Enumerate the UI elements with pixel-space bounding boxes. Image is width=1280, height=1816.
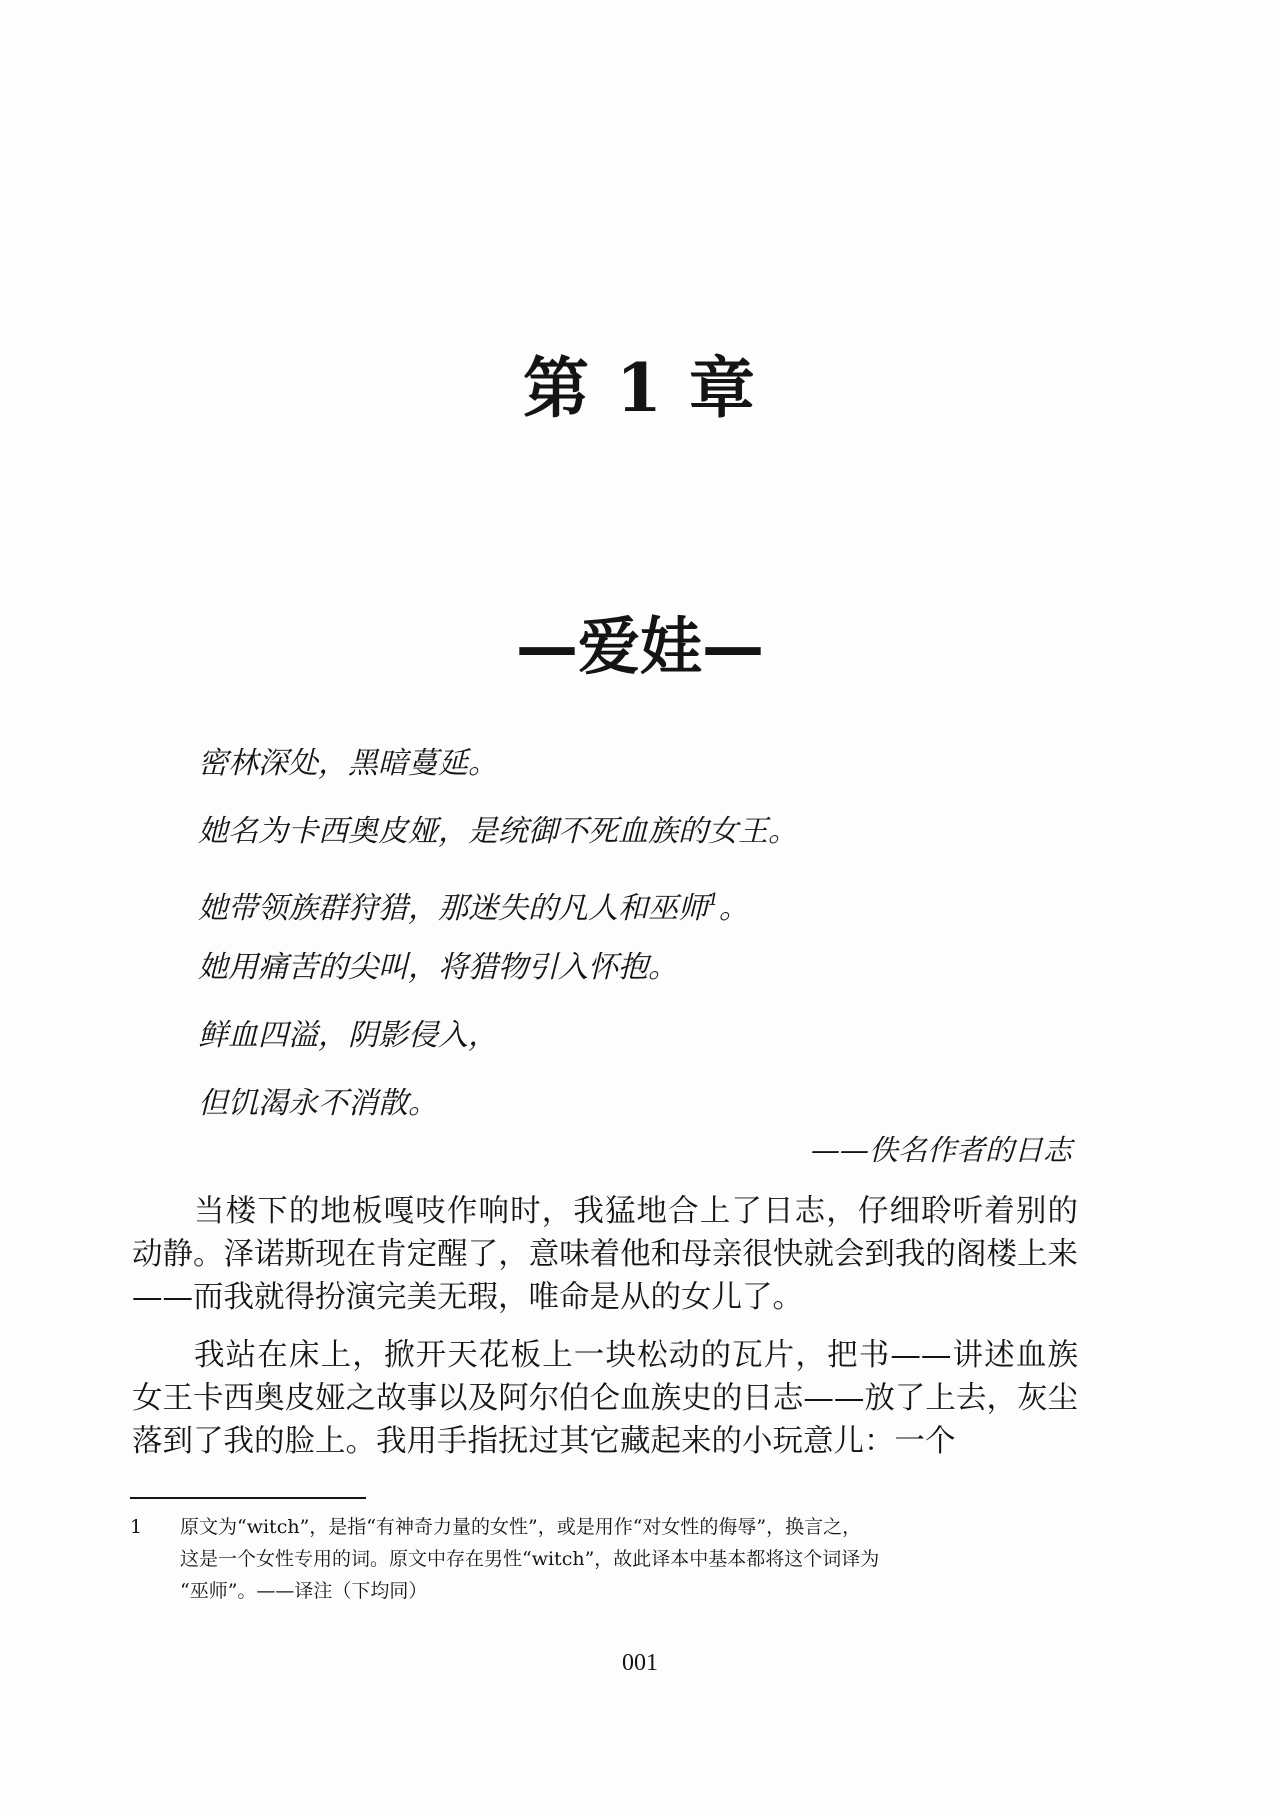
body-text: [132, 1190, 1078, 1478]
footnote-body: [180, 1511, 1078, 1607]
epigraph-line: 她用痛苦的尖叫，将猎物引入怀抱。: [198, 950, 678, 985]
epigraph-line: 她名为卡西奥皮娅，是统御不死血族的女王。: [198, 814, 798, 849]
epigraph-line-end: 。: [718, 891, 749, 926]
footnote-line: 原文为“witch”，是指“有神奇力量的女性”，或是用作“对女性的侮辱”，换言之，: [180, 1516, 862, 1538]
epigraph-line: 密林深处，黑暗蔓延。: [198, 746, 498, 781]
body-paragraph: 我站在床上，掀开天花板上一块松动的瓦片，把书——讲述血族女王卡西奥皮娅之故事以及阿尔伯仑血族史的日志——放了上去，灰尘落到了我的脸上。我用手指抚过其它藏起来的小玩意儿：一个: [132, 1338, 1078, 1459]
epigraph-line-text: 她带领族群狩猎，那迷失的凡人和巫师: [198, 891, 708, 926]
footnote-line: “巫师”。——译注（下均同）: [180, 1580, 428, 1602]
chapter-title: 第 1 章: [523, 349, 757, 427]
epigraph: [198, 730, 1078, 1138]
epigraph-line: [198, 866, 1078, 934]
page-number: 001: [622, 1650, 658, 1676]
footnote: [130, 1511, 1078, 1607]
epigraph-line: 但饥渴永不消散。: [198, 1086, 438, 1121]
epigraph-line: 鲜血四溢，阴影侵入，: [198, 1018, 498, 1053]
body-paragraph: 当楼下的地板嘎吱作响时，我猛地合上了日志，仔细聆听着别的动静。泽诺斯现在肯定醒了，意味着他和母亲很快就会到我的阁楼上来——而我就得扮演完美无瑕，唯命是从的女儿了。: [132, 1194, 1078, 1315]
footnote-line: 这是一个女性专用的词。原文中存在男性“witch”，故此译本中基本都将这个词译为: [180, 1548, 880, 1570]
epigraph-attribution: ——佚名作者的日志: [810, 1133, 1072, 1167]
chapter-subtitle: —爱娃—: [515, 610, 764, 683]
footnote-number: 1: [130, 1516, 143, 1538]
footnote-divider: [130, 1497, 366, 1499]
footnote-reference: 1: [708, 890, 719, 910]
